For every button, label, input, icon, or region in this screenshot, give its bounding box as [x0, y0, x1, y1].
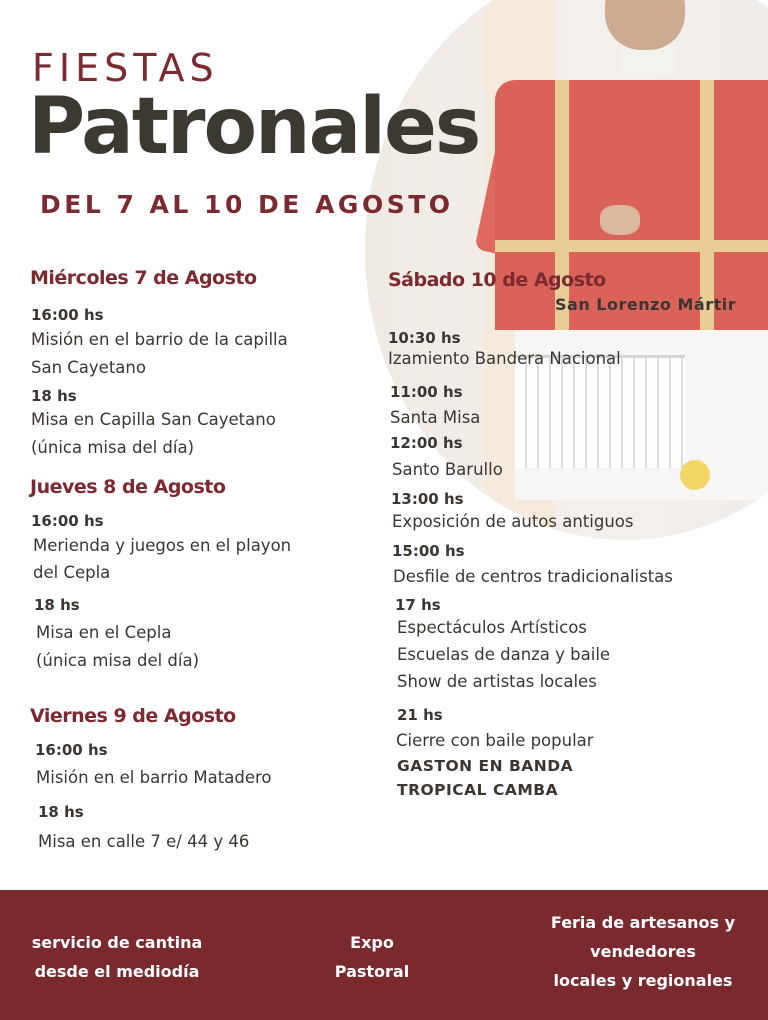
- saint-name: San Lorenzo Mártir: [555, 295, 737, 314]
- event-text: Misión en el barrio de la capilla: [31, 330, 288, 349]
- time: 18 hs: [34, 596, 80, 614]
- event-text: San Cayetano: [31, 358, 146, 377]
- time: 11:00 hs: [390, 383, 463, 401]
- footer-feria: [548, 908, 738, 995]
- band-name: TROPICAL CAMBA: [397, 781, 559, 799]
- band-name: GASTON EN BANDA: [397, 757, 574, 775]
- day-saturday-title: Sábado 10 de Agosto: [388, 269, 606, 291]
- event-text: Misión en el barrio Matadero: [36, 768, 272, 787]
- event-text: (única misa del día): [36, 651, 200, 670]
- event-text: Santa Misa: [390, 408, 481, 427]
- footer-cantina-line2: desde el mediodía: [34, 962, 200, 981]
- event-text: Merienda y juegos en el playon: [33, 536, 292, 555]
- time: 12:00 hs: [390, 434, 463, 452]
- time: 16:00 hs: [31, 512, 104, 530]
- event-text: Santo Barullo: [392, 460, 503, 479]
- footer-cantina-line1: servicio de cantina: [31, 933, 203, 952]
- footer-feria-line1: Feria de artesanos y: [550, 913, 736, 932]
- event-text: Desfile de centros tradicionalistas: [393, 567, 673, 586]
- time: 21 hs: [397, 706, 443, 724]
- footer-cantina: [28, 928, 206, 986]
- footer-expo-line1: Expo: [350, 933, 394, 952]
- time: 15:00 hs: [392, 542, 465, 560]
- footer-expo-line2: Pastoral: [334, 962, 410, 981]
- time: 13:00 hs: [391, 490, 464, 508]
- event-text: Misa en calle 7 e/ 44 y 46: [38, 832, 250, 851]
- footer-banner: [0, 890, 768, 1020]
- footer-feria-line3: locales y regionales: [553, 971, 733, 990]
- time: 17 hs: [395, 596, 441, 614]
- event-text: Exposición de autos antiguos: [392, 512, 634, 531]
- time: 10:30 hs: [388, 329, 461, 347]
- time: 16:00 hs: [31, 306, 104, 324]
- event-text: Izamiento Bandera Nacional: [388, 349, 621, 368]
- event-text: (única misa del día): [31, 438, 195, 457]
- time: 16:00 hs: [35, 741, 108, 759]
- event-text: Escuelas de danza y baile: [397, 645, 611, 664]
- event-text: Misa en Capilla San Cayetano: [31, 410, 276, 429]
- time: 18 hs: [31, 387, 77, 405]
- event-text: Espectáculos Artísticos: [397, 618, 587, 637]
- time: 18 hs: [38, 803, 84, 821]
- day-friday-title: Viernes 9 de Agosto: [30, 705, 236, 727]
- event-text: Cierre con baile popular: [396, 731, 594, 750]
- title-fiestas: FIESTAS: [32, 46, 219, 90]
- event-text: Show de artistas locales: [397, 672, 597, 691]
- event-text: del Cepla: [33, 563, 111, 582]
- day-wednesday-title: Miércoles 7 de Agosto: [30, 267, 257, 289]
- title-patronales: Patronales: [28, 82, 480, 172]
- footer-feria-line2: vendedores: [590, 942, 696, 961]
- event-text: Misa en el Cepla: [36, 623, 172, 642]
- footer-expo: [322, 928, 422, 986]
- title-dates: DEL 7 AL 10 DE AGOSTO: [40, 190, 454, 219]
- day-thursday-title: Jueves 8 de Agosto: [30, 476, 226, 498]
